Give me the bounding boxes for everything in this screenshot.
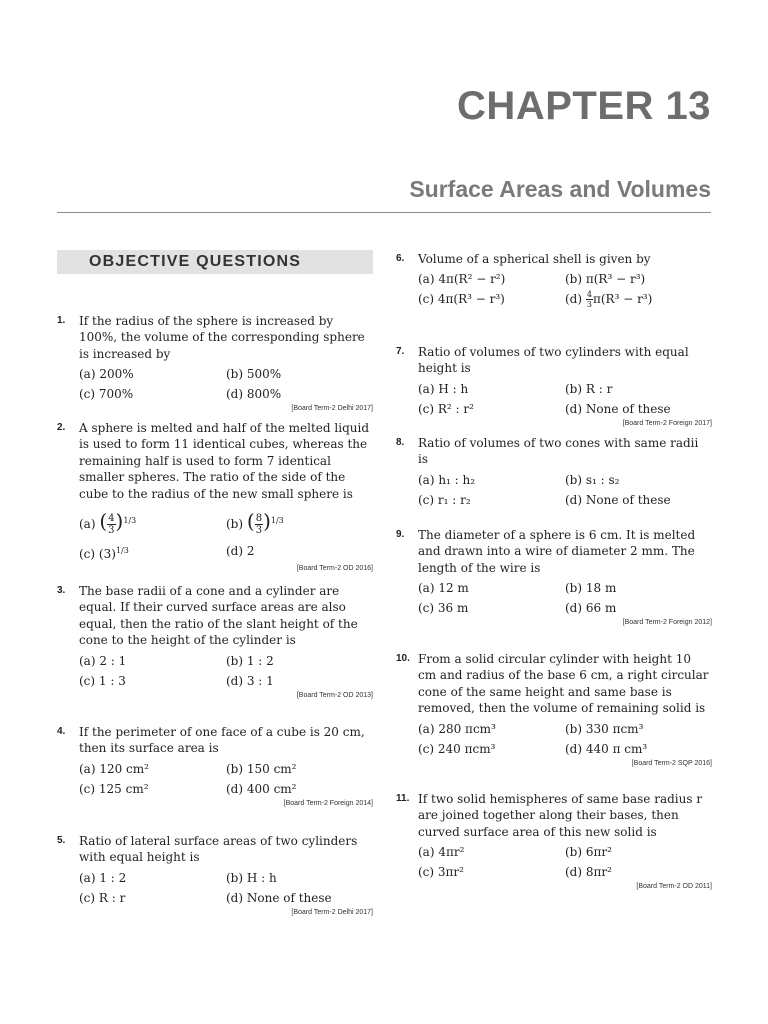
question-source: [Board Term-2 OD 2013] bbox=[296, 691, 373, 699]
option-c: (c) R² : r² bbox=[418, 401, 474, 416]
option-c: (c) 1 : 3 bbox=[79, 673, 126, 688]
question-source: [Board Term-2 OD 2016] bbox=[296, 565, 373, 573]
question-number: 10. bbox=[396, 653, 410, 664]
question-source: [Board Term-2 Delhi 2017] bbox=[291, 908, 373, 916]
question-number: 4. bbox=[57, 726, 66, 737]
question-9 bbox=[396, 527, 712, 628]
question-number: 8. bbox=[396, 437, 405, 448]
option-d: (d) 440 π cm³ bbox=[565, 741, 648, 756]
option-a: (a) 12 m bbox=[418, 581, 469, 596]
option-b: (b) 150 cm² bbox=[226, 761, 297, 776]
section-heading: OBJECTIVE QUESTIONS bbox=[57, 250, 373, 274]
option-b: (b) R : r bbox=[565, 381, 613, 396]
header-divider bbox=[57, 212, 711, 213]
question-text: If the perimeter of one face of a cube is 20 cm, then its surface area is bbox=[79, 725, 365, 756]
option-a: (a) 1 : 2 bbox=[79, 870, 127, 885]
option-c: (c) R : r bbox=[79, 890, 126, 905]
option-a: (a) 200% bbox=[79, 367, 134, 382]
question-3 bbox=[57, 583, 373, 701]
option-d: (d) 8πr² bbox=[565, 865, 612, 880]
option-d: (d) 800% bbox=[226, 387, 282, 402]
option-a: (a) 4πr² bbox=[418, 845, 465, 860]
question-text: The base radii of a cone and a cylinder are equal. If their curved surface areas are also equal, then the ratio of the slant height of the cone to the height of the cylinder is bbox=[79, 584, 358, 648]
option-a: (a) 280 πcm³ bbox=[418, 721, 496, 736]
option-b: (b) π(R³ − r³) bbox=[565, 272, 646, 287]
chapter-subtitle: Surface Areas and Volumes bbox=[409, 176, 711, 202]
option-a: (a) H : h bbox=[418, 381, 469, 396]
question-text: Volume of a spherical shell is given by bbox=[418, 252, 651, 266]
option-a: (a) h₁ : h₂ bbox=[418, 472, 476, 487]
option-b: (b) 500% bbox=[226, 367, 282, 382]
option-b: (b) ( $\frac{8}{3}$ )$^{1/3}$ bbox=[226, 509, 284, 537]
option-d: (d) 66 m bbox=[565, 601, 617, 616]
option-d: (d) $\frac{4}{3}$ π(R³ − r³) bbox=[565, 290, 653, 310]
option-a: (a) ( $\frac{4}{3}$ )$^{1/3}$ bbox=[79, 509, 137, 537]
option-d: (d) None of these bbox=[565, 401, 671, 416]
question-7 bbox=[396, 344, 712, 429]
question-text: The diameter of a sphere is 6 cm. It is melted and drawn into a wire of diameter 2 mm. The length of the wire is bbox=[418, 528, 696, 575]
option-b: (b) 6πr² bbox=[565, 845, 612, 860]
question-number: 6. bbox=[396, 253, 405, 264]
option-d: (d) 400 cm² bbox=[226, 781, 297, 796]
option-c: (c) 125 cm² bbox=[79, 781, 149, 796]
question-number: 2. bbox=[57, 422, 66, 433]
question-5 bbox=[57, 833, 373, 918]
option-a: (a) 4π(R² − r²) bbox=[418, 272, 506, 287]
option-c: (c) r₁ : r₂ bbox=[418, 492, 471, 507]
option-b: (b) 1 : 2 bbox=[226, 653, 274, 668]
question-8 bbox=[396, 435, 712, 510]
question-source: [Board Term-2 Delhi 2017] bbox=[291, 405, 373, 413]
option-d: (d) None of these bbox=[226, 890, 332, 905]
question-text: A sphere is melted and half of the melted liquid is used to form 11 identical cubes, whereas the remaining half is used to form 7 identical smaller spheres. The ratio of the side of the cube to the radius of the new small sphere is bbox=[79, 421, 369, 501]
question-text: From a solid circular cylinder with height 10 cm and radius of the base 6 cm, a right circular cone of the same height and same base is removed, then the volume of remaining solid is bbox=[418, 652, 709, 716]
chapter-title: CHAPTER 13 bbox=[457, 84, 711, 128]
question-10 bbox=[396, 651, 712, 769]
question-source: [Board Term-2 SQP 2016] bbox=[631, 759, 712, 767]
option-c: (c) 700% bbox=[79, 387, 134, 402]
question-4 bbox=[57, 724, 373, 809]
option-a: (a) 120 cm² bbox=[79, 761, 149, 776]
question-text: Ratio of volumes of two cylinders with equal height is bbox=[418, 345, 689, 376]
option-c: (c) 36 m bbox=[418, 601, 469, 616]
question-6 bbox=[396, 251, 712, 309]
question-source: [Board Term-2 Foreign 2017] bbox=[622, 419, 712, 427]
question-source: [Board Term-2 Foreign 2014] bbox=[283, 799, 373, 807]
option-c: (c) 4π(R³ − r³) bbox=[418, 292, 505, 307]
question-source: [Board Term-2 OD 2011] bbox=[636, 883, 712, 891]
option-d: (d) None of these bbox=[565, 492, 671, 507]
question-11 bbox=[396, 791, 712, 892]
option-b: (b) s₁ : s₂ bbox=[565, 472, 620, 487]
option-a: (a) 2 : 1 bbox=[79, 653, 127, 668]
question-number: 3. bbox=[57, 585, 66, 596]
option-c: (c) 240 πcm³ bbox=[418, 741, 496, 756]
question-1 bbox=[57, 313, 373, 414]
question-text: Ratio of volumes of two cones with same radii is bbox=[418, 436, 699, 467]
option-b: (b) H : h bbox=[226, 870, 277, 885]
option-d: (d) 2 bbox=[226, 544, 255, 559]
question-number: 5. bbox=[57, 835, 66, 846]
question-number: 9. bbox=[396, 529, 405, 540]
question-number: 7. bbox=[396, 346, 405, 357]
question-number: 11. bbox=[396, 793, 410, 804]
option-b: (b) 18 m bbox=[565, 581, 617, 596]
question-source: [Board Term-2 Foreign 2012] bbox=[622, 619, 712, 627]
question-2 bbox=[57, 420, 373, 574]
question-text: Ratio of lateral surface areas of two cylinders with equal height is bbox=[79, 834, 358, 865]
option-b: (b) 330 πcm³ bbox=[565, 721, 644, 736]
option-c: (c) 3πr² bbox=[418, 865, 464, 880]
option-d: (d) 3 : 1 bbox=[226, 673, 274, 688]
question-text: If two solid hemispheres of same base radius r are joined together along their bases, then curved surface area of this new solid is bbox=[418, 792, 703, 839]
question-number: 1. bbox=[57, 315, 66, 326]
option-c: (c) $(3)^{1/3}$ bbox=[79, 546, 129, 562]
question-text: If the radius of the sphere is increased by 100%, the volume of the corresponding sphere is increased by bbox=[79, 314, 365, 361]
